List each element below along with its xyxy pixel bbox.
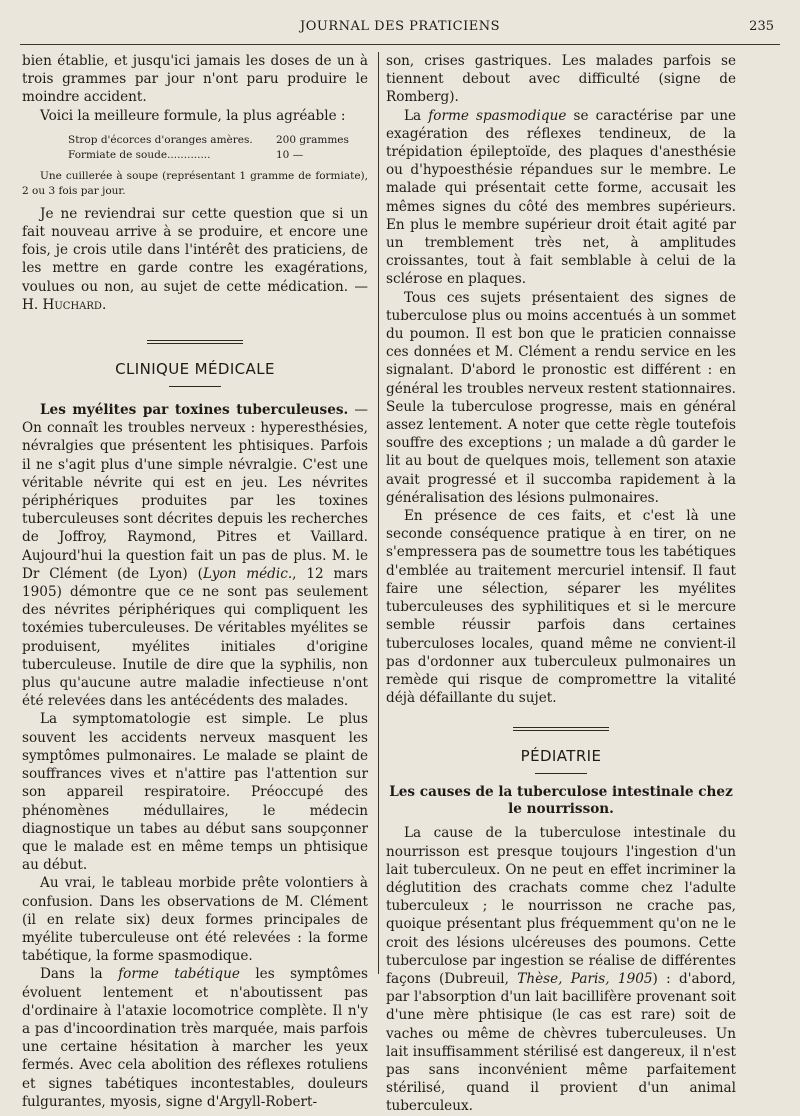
page-number: 235 [749, 19, 774, 34]
formula-row [22, 133, 368, 148]
paragraph: bien établie, et jusqu'ici jamais les doses de un à trois grammes par jour n'ont paru produire le moindre accident. [22, 53, 368, 106]
section-rule [147, 340, 243, 344]
header-rule [20, 44, 780, 45]
emphasis: forme spasmodique [428, 107, 567, 124]
paragraph [22, 205, 368, 314]
page-header [20, 16, 780, 42]
formula-row [22, 148, 368, 163]
paragraph: Voici la meilleure formule, la plus agréable : [40, 107, 346, 124]
running-head: JOURNAL DES PRATICIENS [300, 19, 500, 34]
paragraph: Dans la forme tabétique les symptômes évoluent lentement et n'aboutissent pas d'ordinaire à l'ataxie locomotrice complète. Il n'y a pas d'incoordination très marquée, mais parfois une certaine hésitation à marcher les yeux fermés. Avec cela abolition des réflexes rotuliens et signes tabétiques incontestables, douleurs fulgurantes, myosis, signe d'Argyll-Robert- [22, 966, 368, 1110]
paragraph: Les myélites par toxines tuberculeuses. — On connaît les troubles nerveux : hyperesthésies, névralgies que présentent les phtisiques. Parfois il ne s'agit plus d'une simple névralgie. C'est une véritable névrite qui est en jeu. Les névrites périphériques produites par les toxines tuberculeuses sont décrites depuis les recherches de Joffroy, Raymond, Pitres et Vaillard. Aujourd'hui la question fait un pas de plus. M. le Dr Clément (de Lyon) (Lyon médic., 12 mars 1905) démontre que ce ne sont pas seulement des névrites périphériques qui compliquent les toxémies tuberculeuses. De véritables myélites se produisent, myélites initiales d'origine tuberculeuse. Inutile de dire que la syphilis, non plus qu'aucune autre maladie infectieuse n'ont été relevées dans les antécédents des malades. [22, 402, 369, 710]
paragraph: son, crises gastriques. Les malades parfois se tiennent debout avec difficulté (signe de Romberg). [386, 53, 736, 106]
citation: Lyon médic. [202, 565, 293, 582]
column-divider [378, 52, 379, 974]
paragraph: Tous ces sujets présentaient des signes de tuberculose plus ou moins accentués à un sommet du poumon. Il est bon que le praticien connaisse ces données et M. Clément a rendu service en les signalant. D'abord le pronostic est différent : en général les troubles nerveux restent stationnaires. Seule la tuberculose progresse, mais en général assez lentement. A noter que cette règle toutefois souffre des exceptions ; un malade a dû garder le lit au bout de quelques mois, tellement son ataxie avait progressé et il succomba rapidement à la généralisation des lésions pulmonaires. [386, 289, 736, 506]
paragraph-text: Je ne reviendrai sur cette question que si un fait nouveau arrive à se produire, et encore une fois, je crois utile dans l'intérêt des praticiens, de les mettre en garde contre les exagérations, voulues ou non, au sujet de cette médication. — H. [22, 205, 368, 313]
section-rule [535, 773, 587, 774]
section-header [386, 727, 736, 774]
author-signature: Huchard. [42, 296, 107, 313]
section-rule [169, 386, 221, 387]
formula-ingredient: Strop d'écorces d'oranges amères. [68, 133, 253, 146]
citation: Thèse, Paris, 1905 [517, 970, 653, 987]
article-lead: Les myélites par toxines tuberculeuses. [40, 402, 349, 419]
right-column [386, 52, 736, 1116]
paragraph: Au vrai, le tableau morbide prête volontiers à confusion. Dans les observations de M. Clément (il en relate six) deux formes principales de myélite tuberculeuse ont été relevées : la forme tabétique, la forme spasmodique. [22, 875, 368, 965]
formula [22, 133, 368, 163]
formula-note: Une cuillerée à soupe (représentant 1 gramme de formiate), 2 ou 3 fois par jour. [22, 169, 368, 197]
article-title: Les causes de la tuberculose intestinale chez le nourrisson. [389, 784, 733, 818]
section-rule [513, 727, 609, 731]
section-header [22, 340, 368, 387]
paragraph: La forme spasmodique se caractérise par une exagération des réflexes tendineux, de la trépidation épileptoïde, des plaques d'anesthésie ou d'hypoesthésie répandues sur le membre. Le malade qui présentait cette forme, accusait les mêmes signes du côté des membres supérieurs. En plus le membre supérieur droit était agité par un tremblement très net, à amplitudes croissantes, tout à fait semblable à celui de la sclérose en plaques. [386, 107, 736, 288]
section-title: CLINIQUE MÉDICALE [115, 360, 275, 379]
section-title: PÉDIATRIE [520, 747, 602, 766]
emphasis: forme tabétique [118, 966, 240, 983]
formula-quantity: 200 grammes [276, 133, 349, 146]
formula-quantity: 10 — [276, 148, 304, 161]
left-column [22, 52, 368, 1111]
paragraph: La cause de la tuberculose intestinale du nourrisson est presque toujours l'ingestion d'un lait tuberculeux. On ne peut en effet incriminer la déglutition des crachats comme chez l'adulte tuberculeux ; le nourrisson ne crache pas, quoique présentant plus fréquemment qu'on ne le croit des lésions ulcéreuses des poumons. Cette tuberculose par ingestion se réalise de différentes façons (Dubreuil, Thèse, Paris, 1905) : d'abord, par l'absorption d'un lait bacillifère provenant soit d'une mère phtisique (le cas est rare) soit de vaches ou même de chèvres tuberculeuses. Un lait insuffisamment stérilisé est dangereux, il n'est pas sans inconvénient même parfaitement stérilisé, quand il provient d'un animal tuberculeux. [386, 825, 736, 1115]
paragraph: La symptomatologie est simple. Le plus souvent les accidents nerveux masquent les symptômes pulmonaires. Le malade se plaint de souffrances vives et n'attire pas l'attention sur son appareil respiratoire. Préoccupé des phénomènes médullaires, le médecin diagnostique un tabes au début sans soupçonner que le malade est en même temps un phtisique au début. [22, 711, 368, 874]
formula-ingredient: Formiate de soude............. [68, 148, 211, 161]
paragraph: En présence de ces faits, et c'est là une seconde conséquence pratique à en tirer, on ne s'empressera pas de soumettre tous les tabétiques d'emblée au traitement mercuriel intensif. Il faut faire une sélection, séparer les myélites tuberculeuses des syphilitiques et si le mercure semble réussir parfois dans certaines tuberculoses locales, quand même ne convient-il pas d'ordonner aux tuberculeux pulmonaires un remède qui risque de compromettre la vitalité déjà défaillante du sujet. [386, 508, 736, 707]
